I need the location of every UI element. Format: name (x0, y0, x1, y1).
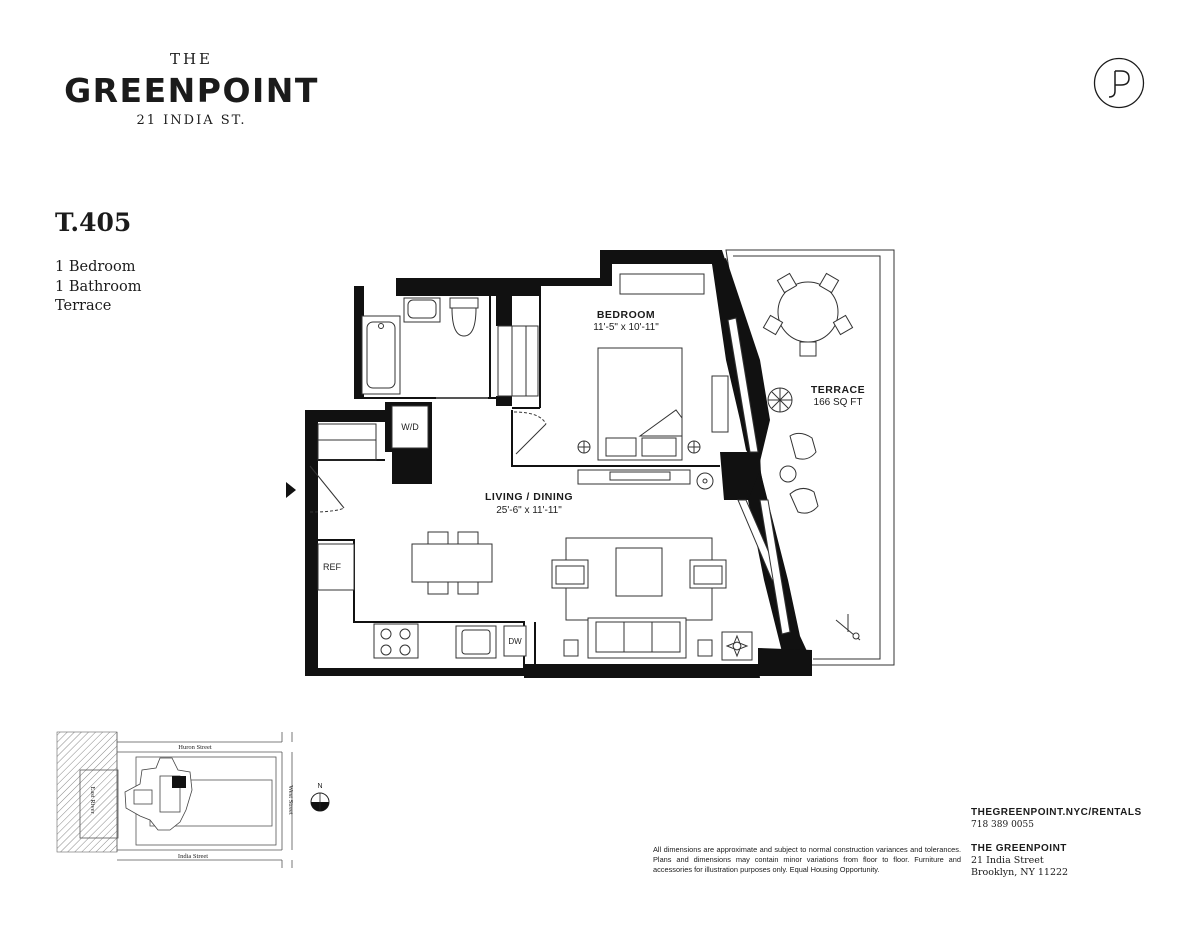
brand-the: THE (169, 50, 214, 68)
brand-address: 21 INDIA ST. (136, 113, 247, 128)
street-south: India Street (177, 853, 209, 860)
terrace-area: 166 SQ FT (813, 397, 863, 408)
entry-closet (318, 424, 376, 460)
river-hatch (57, 732, 117, 852)
wd-label: W/D (401, 422, 419, 432)
contact-block (971, 807, 1176, 879)
closet (498, 326, 538, 396)
contact-street: 21 India Street (971, 855, 1044, 866)
street-north: Huron Street (178, 744, 212, 751)
disclaimer: All dimensions are approximate and subject to normal construction variances and tolerances. Plans and dimensions may contain minor variations from floor to floor. Furniture and accessories for illustration purposes only. Equal Housing Opportunity. (653, 845, 961, 874)
brand-name: GREENPOINT (64, 71, 319, 110)
living-dims: 25'-6" x 11'-11" (496, 505, 562, 516)
feature-bathrooms: 1 Bathroom (55, 278, 142, 295)
contact-building: THE GREENPOINT (971, 843, 1067, 854)
exterior-walls (305, 250, 812, 678)
street-east: West Street (287, 785, 294, 815)
terrace-label: TERRACE (810, 384, 866, 396)
washer-dryer (392, 406, 428, 448)
bedroom-dims: 11'-5" x 10'-11" (593, 322, 659, 333)
entry-arrow-icon (286, 482, 296, 498)
dw-label: DW (508, 637, 522, 646)
contact-url[interactable]: THEGREENPOINT.NYC/RENTALS (971, 807, 1142, 818)
contact-city: Brooklyn, NY 11222 (971, 867, 1069, 878)
bedroom-furniture (578, 274, 728, 460)
unit-location-marker (172, 776, 186, 788)
feature-terrace: Terrace (55, 298, 112, 314)
street-west: East River (89, 786, 96, 814)
key-map (57, 732, 329, 868)
compass-icon (311, 783, 329, 811)
bathroom (362, 298, 488, 398)
compass-label: N (317, 783, 323, 790)
feature-bedrooms: 1 Bedroom (55, 259, 136, 275)
contact-phone: 718 389 0055 (971, 820, 1034, 830)
bedroom-label: BEDROOM (596, 309, 656, 321)
unit-title: T.405 (55, 208, 132, 237)
living-label: LIVING / DINING (484, 491, 574, 503)
ref-label: REF (323, 562, 341, 572)
